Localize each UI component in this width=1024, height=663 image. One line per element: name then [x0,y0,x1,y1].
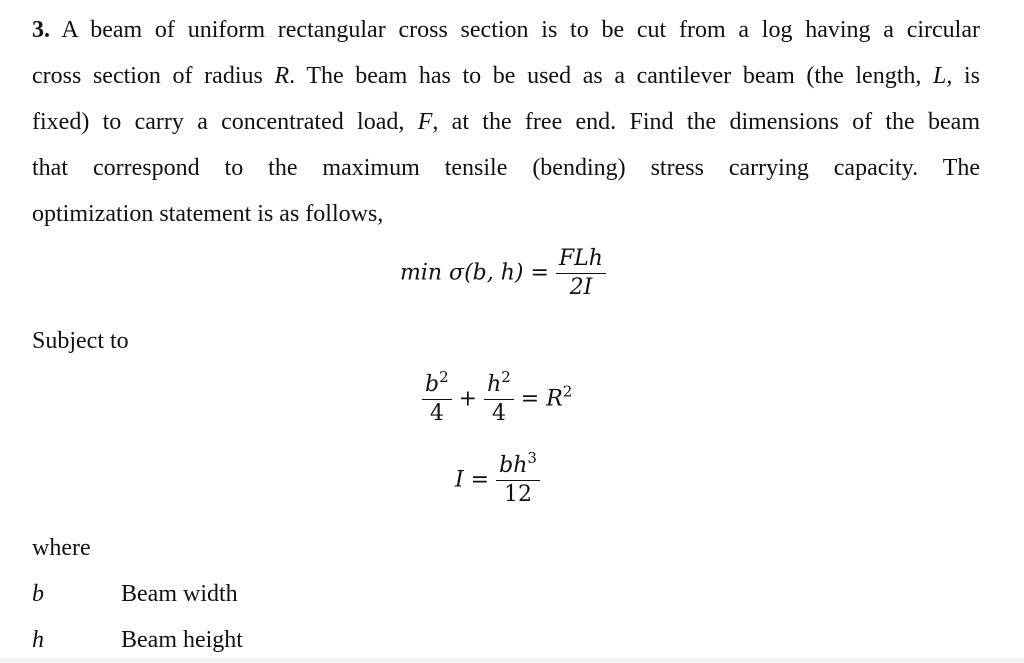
text: cross section of radius [32,63,275,89]
symbol-b: b [32,581,44,607]
fraction [422,368,452,426]
variable-desc: Beam height [121,627,243,653]
problem-line [32,53,980,99]
plus-sign: + [458,386,478,412]
denominator: 4 [422,399,452,425]
exponent: 3 [527,449,537,467]
denominator: 2I [556,273,606,299]
problem-statement [32,7,980,237]
rhs: = R [520,386,563,412]
objective-fraction [556,248,606,299]
text: . The beam has to be used as a cantilever beam (the length, [289,63,933,89]
text: fixed) to carry a concentrated load, [32,109,418,135]
problem-line: that correspond to the maximum tensile (bending) stress carrying capacity. The [32,155,980,181]
problem-number: 3. [32,17,50,43]
exponent: 2 [439,368,449,386]
subject-to-label: Subject to [32,328,129,354]
text: , at the free end. Find the dimensions of the beam [432,109,980,135]
bottom-edge [0,658,1024,663]
numerator: FLh [558,246,603,271]
constraint-circle [422,368,573,426]
var-f: F [417,109,433,135]
objective-lhs: min σ(b, h) = [400,260,549,286]
variable-symbol [32,628,44,652]
text: , is [946,63,980,89]
denominator: 4 [484,399,514,425]
symbol-h: h [32,627,44,653]
text: A beam of uniform rectangular cross section is to be cut from a log having a circular [50,17,980,43]
problem-line [32,99,980,145]
var-r: R [274,63,290,89]
numerator: h [487,372,502,397]
fraction [484,368,514,426]
exponent: 2 [501,368,511,386]
exponent: 2 [562,382,573,401]
lhs: I = [455,467,490,493]
var-l: L [933,63,947,89]
where-label: where [32,535,91,561]
variable-desc: Beam width [121,581,238,607]
problem-line: optimization statement is as follows, [32,201,384,227]
variable-symbol [32,582,44,606]
numerator: bh [499,453,528,478]
denominator: 12 [496,480,540,506]
fraction [496,449,540,507]
numerator: b [425,372,440,397]
problem-line [32,7,980,53]
constraint-inertia [455,449,540,507]
objective-equation [400,248,606,299]
